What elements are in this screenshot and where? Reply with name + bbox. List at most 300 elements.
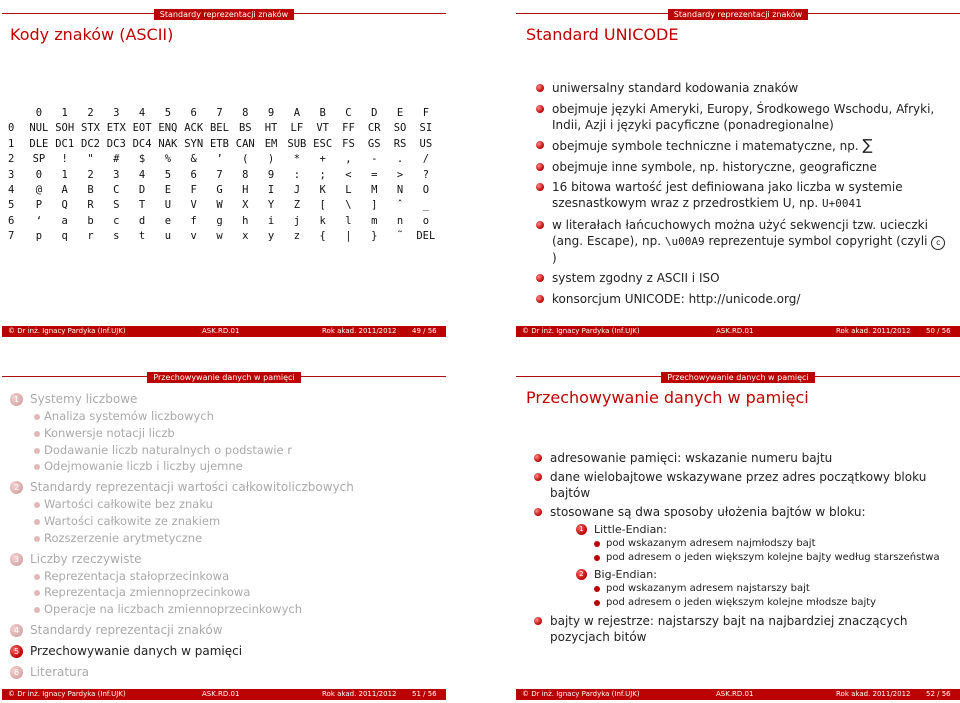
table-cell: e <box>164 214 172 227</box>
bullet-icon <box>536 274 544 282</box>
numbered-list <box>576 522 954 610</box>
bullet-icon <box>34 431 40 437</box>
table-cell: n <box>396 214 404 227</box>
item-text: pod wskazanym adresem najmłodszy bajt <box>606 538 816 549</box>
list-item <box>576 522 954 537</box>
table-row <box>8 168 439 183</box>
table-cell: m <box>371 214 378 227</box>
section-bar <box>2 2 446 19</box>
bullet-icon <box>536 221 544 229</box>
footer-author: © Dr inż. Ignacy Pardyka (Inf.UJK) <box>8 690 126 698</box>
table-cell: b <box>87 214 94 227</box>
item-text: uniwersalny standard kodowania znaków <box>552 81 799 95</box>
table-cell: D <box>138 183 146 196</box>
table-cell: GS <box>367 137 381 150</box>
table-cell: 7 <box>216 168 223 181</box>
table-cell: + <box>319 153 326 166</box>
table-cell: i <box>267 214 275 227</box>
table-cell: q <box>61 230 68 243</box>
table-cell: $ <box>138 153 146 166</box>
table-cell: 1 <box>61 168 68 181</box>
bullet-icon <box>594 586 600 592</box>
table-cell: # <box>113 153 120 166</box>
table-cell: 9 <box>267 168 275 181</box>
outline-section[interactable] <box>8 479 438 496</box>
table-cell: r <box>87 230 94 243</box>
list-item <box>528 159 948 175</box>
code-example: \u00A9 <box>664 234 705 248</box>
table-cell: EM <box>264 137 278 150</box>
item-text: obejmuje symbole techniczne i matematyczne, np. <box>552 139 859 153</box>
table-cell: s <box>113 230 120 243</box>
list-item <box>528 80 948 96</box>
subsection-label: Reprezentacja stałoprzecinkowa <box>44 568 230 583</box>
table-cell: RS <box>393 137 407 150</box>
table-cell: C <box>345 107 352 119</box>
section-label: Standardy reprezentacji znaków <box>668 9 808 20</box>
table-cell: ) <box>267 153 275 166</box>
table-cell: DC2 <box>81 137 100 150</box>
table-cell: > <box>396 168 404 181</box>
table-cell: J <box>293 183 301 196</box>
table-cell: } <box>371 230 378 243</box>
table-cell: { <box>319 230 326 243</box>
table-cell: h <box>242 214 249 227</box>
list-item <box>526 504 954 610</box>
number-badge: 2 <box>576 569 587 580</box>
table-cell: B <box>87 183 94 196</box>
outline-section[interactable] <box>8 664 438 681</box>
copyright-icon: c <box>931 236 945 250</box>
table-cell: ] <box>371 199 378 212</box>
table-row <box>8 152 439 167</box>
list-item <box>528 101 948 133</box>
item-text: w literałach łańcuchowych można użyć sekwencji tzw. ucieczki (ang. Escape), np. <box>552 217 928 248</box>
bullet-icon <box>34 519 40 525</box>
table-cell: C <box>113 183 120 196</box>
outline-subsection[interactable] <box>8 425 438 442</box>
outline-subsection[interactable] <box>8 408 438 425</box>
table-cell: = <box>371 168 378 181</box>
outline-subsection[interactable] <box>8 458 438 475</box>
table-cell: FF <box>342 122 355 135</box>
subsection-label: Reprezentacja zmiennoprzecinkowa <box>44 585 251 600</box>
outline-subsection[interactable] <box>8 530 438 547</box>
table-cell: SUB <box>287 137 307 150</box>
outline-subsection[interactable] <box>8 496 438 513</box>
table-cell: _ <box>422 199 430 212</box>
table-cell: 0 <box>35 107 43 119</box>
table-cell: G <box>216 183 223 196</box>
list-item <box>528 137 948 154</box>
outline-section[interactable] <box>8 643 438 660</box>
footer-year: Rok akad. 2011/2012 <box>322 327 397 335</box>
table-cell: 0 <box>35 168 43 181</box>
bullet-icon <box>534 617 542 625</box>
bullet-icon <box>34 607 40 613</box>
table-cell: 9 <box>267 107 275 119</box>
table-cell: L <box>345 183 352 196</box>
table-cell: A <box>293 107 301 119</box>
list-item <box>528 179 948 212</box>
table-cell: . <box>396 153 404 166</box>
table-cell: c <box>113 214 120 227</box>
bullet-icon <box>34 448 40 454</box>
bullet-list <box>528 80 948 311</box>
subsection-label: Rozszerzenie arytmetyczne <box>44 530 203 545</box>
section-label: Przechowywanie danych w pamięci <box>147 372 300 383</box>
item-text: system zgodny z ASCII i ISO <box>552 271 720 285</box>
bullet-icon <box>34 464 40 470</box>
footer-page: 49 / 56 <box>412 327 437 335</box>
table-cell: ENQ <box>158 122 178 135</box>
sub-item <box>576 596 954 610</box>
table-cell: d <box>138 214 146 227</box>
table-cell: 2 <box>87 107 94 119</box>
table-cell: \ <box>345 199 352 212</box>
footer-page: 52 / 56 <box>926 690 951 698</box>
footer-year: Rok akad. 2011/2012 <box>322 690 397 698</box>
outline-section[interactable] <box>8 391 438 408</box>
table-cell: ( <box>242 153 249 166</box>
section-number-badge: 3 <box>10 553 23 566</box>
subsection-label: Wartości całkowite bez znaku <box>44 497 213 512</box>
table-row <box>8 214 439 229</box>
item-text: obejmuje języki Ameryki, Europy, Środkowego Wschodu, Afryki, Indii, Azji i języki pacyficzne (ponadregionalne) <box>552 101 935 132</box>
table-cell: u <box>164 230 172 243</box>
item-text: obejmuje inne symbole, np. historyczne, geograficzne <box>552 159 877 174</box>
table-cell: z <box>293 230 301 243</box>
table-cell: CR <box>367 122 381 135</box>
table-row <box>8 229 439 244</box>
table-cell: o <box>422 214 430 227</box>
table-cell: DLE <box>29 137 49 150</box>
table-cell: B <box>319 107 326 119</box>
table-cell: DC4 <box>132 137 152 150</box>
item-text: stosowane są dwa sposoby ułożenia bajtów w bloku: <box>550 505 866 519</box>
list-item <box>526 450 954 466</box>
table-cell: g <box>216 214 223 227</box>
row-header: 6 <box>8 214 15 227</box>
bullet-icon <box>34 502 40 508</box>
table-cell: I <box>267 183 275 196</box>
item-text: pod adresem o jeden większym kolejne bajty według starszeństwa <box>606 552 940 563</box>
section-label: Przechowywanie danych w pamięci <box>661 372 814 383</box>
row-header: 1 <box>8 137 15 150</box>
table-cell: * <box>293 153 301 166</box>
number-badge: 1 <box>576 524 587 535</box>
bullet-icon <box>594 600 600 606</box>
table-cell: BS <box>238 122 252 135</box>
table-row <box>8 198 439 213</box>
table-cell: F <box>422 107 430 119</box>
table-cell: STX <box>81 122 100 135</box>
outline-subsection[interactable] <box>8 442 438 459</box>
table-cell: T <box>138 199 146 212</box>
table-cell: SI <box>419 122 433 135</box>
list-item <box>528 270 948 286</box>
footer-author: © Dr inż. Ignacy Pardyka (Inf.UJK) <box>522 327 640 335</box>
table-cell: a <box>61 214 68 227</box>
row-header: 7 <box>8 230 15 243</box>
item-text: pod wskazanym adresem najstarszy bajt <box>606 583 810 594</box>
subsection-label: Dodawanie liczb naturalnych o podstawie r <box>44 442 293 457</box>
table-cell: FS <box>342 137 355 150</box>
table-cell: : <box>293 168 301 181</box>
outline-subsection[interactable] <box>8 601 438 618</box>
table-cell: BEL <box>209 122 229 135</box>
list-item <box>526 469 954 501</box>
table-cell: X <box>242 199 249 212</box>
list-item <box>528 291 948 307</box>
bullet-icon <box>536 105 544 113</box>
table-cell: l <box>345 214 352 227</box>
sub-item <box>576 582 954 596</box>
section-number-badge: 2 <box>10 481 23 494</box>
table-cell: K <box>319 183 326 196</box>
bullet-icon <box>536 183 544 191</box>
footer-course: ASK.RD.01 <box>202 690 240 698</box>
table-cell: R <box>87 199 94 212</box>
table-cell: ’ <box>216 153 223 166</box>
table-cell: , <box>345 153 352 166</box>
table-cell: f <box>190 214 197 227</box>
row-header: 4 <box>8 183 15 196</box>
footer-year: Rok akad. 2011/2012 <box>836 327 911 335</box>
table-cell: DEL <box>416 230 436 243</box>
table-row <box>8 183 439 198</box>
section-label: Literatura <box>30 664 89 679</box>
section-bar <box>2 365 446 382</box>
table-cell: v <box>190 230 197 243</box>
footer-course: ASK.RD.01 <box>202 327 240 335</box>
table-cell: D <box>371 107 378 119</box>
table-cell: U <box>164 199 172 212</box>
table-cell: 7 <box>216 107 223 119</box>
table-row <box>8 121 439 136</box>
bullet-icon <box>534 454 542 462</box>
table-cell: DC3 <box>106 137 126 150</box>
bullet-icon <box>536 163 544 171</box>
list-item <box>576 567 954 582</box>
row-header: 2 <box>8 153 15 166</box>
section-number-badge: 1 <box>10 393 23 406</box>
table-cell: - <box>371 153 378 166</box>
table-header-row <box>8 106 439 121</box>
outline-subsection[interactable] <box>8 513 438 530</box>
table-cell: ETB <box>209 137 229 150</box>
bullet-icon <box>34 574 40 580</box>
table-row <box>8 137 439 152</box>
section-label: Standardy reprezentacji znaków <box>30 622 223 637</box>
table-cell: E <box>396 107 404 119</box>
footer-author: © Dr inż. Ignacy Pardyka (Inf.UJK) <box>522 690 640 698</box>
table-cell: 4 <box>138 168 146 181</box>
slide-memory <box>516 365 960 700</box>
table-cell: p <box>35 230 43 243</box>
table-cell: [ <box>319 199 326 212</box>
bullet-icon <box>536 295 544 303</box>
table-cell: ; <box>319 168 326 181</box>
table-cell: 2 <box>87 168 94 181</box>
table-cell: US <box>419 137 433 150</box>
sigma-symbol: ∑ <box>862 136 873 154</box>
table-cell: " <box>87 153 94 166</box>
bullet-icon <box>594 541 600 547</box>
table-cell: H <box>242 183 249 196</box>
section-label: Przechowywanie danych w pamięci <box>30 643 243 658</box>
ascii-table <box>8 106 439 245</box>
list-item <box>526 613 954 645</box>
table-cell: Y <box>267 199 275 212</box>
sub-item <box>576 537 954 551</box>
outline-section[interactable] <box>8 622 438 639</box>
footer-page: 51 / 56 <box>412 690 437 698</box>
section-label: Systemy liczbowe <box>30 392 138 406</box>
item-text: adresowanie pamięci: wskazanie numeru bajtu <box>550 451 833 465</box>
slide-outline <box>2 365 446 700</box>
item-text: bajty w rejestrze: najstarszy bajt na najbardziej znaczących pozycjach bitów <box>550 614 908 644</box>
row-header <box>8 106 26 121</box>
table-cell: HT <box>264 122 278 135</box>
table-cell: x <box>242 230 249 243</box>
table-cell: ! <box>61 153 68 166</box>
bullet-icon <box>536 84 544 92</box>
table-cell: NAK <box>158 137 178 150</box>
slide-footer <box>516 326 960 337</box>
table-cell: SOH <box>55 122 75 135</box>
table-cell: 8 <box>242 168 249 181</box>
section-label: Standardy reprezentacji znaków <box>154 9 294 20</box>
table-cell: SO <box>393 122 407 135</box>
table-cell: NUL <box>29 122 49 135</box>
section-label: Standardy reprezentacji wartości całkowitoliczbowych <box>30 480 354 495</box>
table-cell: LF <box>290 122 304 135</box>
table-cell: 8 <box>242 107 249 119</box>
item-text: Little-Endian: <box>594 523 667 536</box>
sub-item <box>576 551 954 565</box>
section-number-badge: 4 <box>10 624 23 637</box>
slide-title: Kody znaków (ASCII) <box>10 25 174 44</box>
table-cell: N <box>396 183 404 196</box>
table-cell: / <box>422 153 430 166</box>
table-cell: Z <box>293 199 301 212</box>
table-cell: F <box>190 183 197 196</box>
table-cell: Q <box>61 199 68 212</box>
table-cell: 5 <box>164 107 172 119</box>
footer-course: ASK.RD.01 <box>716 690 754 698</box>
table-cell: 6 <box>190 107 197 119</box>
table-cell: 3 <box>113 107 120 119</box>
row-header: 5 <box>8 199 15 212</box>
section-bar <box>516 365 960 382</box>
table-cell: P <box>35 199 43 212</box>
table-cell: V <box>190 199 197 212</box>
row-header: 0 <box>8 122 15 135</box>
table-cell: % <box>164 153 172 166</box>
footer-author: © Dr inż. Ignacy Pardyka (Inf.UJK) <box>8 327 126 335</box>
table-cell: 3 <box>113 168 120 181</box>
table-cell: j <box>293 214 301 227</box>
table-cell: & <box>190 153 197 166</box>
footer-page: 50 / 56 <box>926 327 951 335</box>
item-text: ) <box>552 250 557 265</box>
bullet-icon <box>534 508 542 516</box>
table-cell: ? <box>422 168 430 181</box>
table-cell: SP <box>32 153 46 166</box>
subsection-label: Konwersje notacji liczb <box>44 425 175 440</box>
section-number-badge: 5 <box>10 645 23 658</box>
section-bar <box>516 2 960 19</box>
table-cell: w <box>216 230 223 243</box>
table-cell: E <box>164 183 172 196</box>
table-cell: k <box>319 214 326 227</box>
item-text: dane wielobajtowe wskazywane przez adres początkowy bloku bajtów <box>550 470 927 500</box>
table-cell: M <box>371 183 378 196</box>
slide-title: Przechowywanie danych w pamięci <box>526 388 809 407</box>
table-cell: 4 <box>138 107 146 119</box>
table-cell: CAN <box>235 137 255 150</box>
table-cell: DC1 <box>55 137 75 150</box>
table-cell: y <box>267 230 275 243</box>
table-cell: < <box>345 168 352 181</box>
table-cell: ‘ <box>35 214 43 227</box>
bullet-icon <box>534 473 542 481</box>
subsection-label: Wartości całkowite ze znakiem <box>44 513 221 528</box>
outline-subsection[interactable] <box>8 568 438 585</box>
row-header: 3 <box>8 168 15 181</box>
subsection-label: Operacje na liczbach zmiennoprzecinkowych <box>44 602 302 617</box>
slide-title: Standard UNICODE <box>526 25 679 44</box>
slide-footer <box>2 326 446 337</box>
table-cell: A <box>61 183 68 196</box>
bullet-icon <box>34 590 40 596</box>
table-cell: @ <box>35 183 43 196</box>
table-cell: O <box>422 183 430 196</box>
table-cell: ACK <box>184 122 204 135</box>
table-cell: VT <box>316 122 329 135</box>
section-number-badge: 6 <box>10 666 23 679</box>
bullet-icon <box>34 536 40 542</box>
outline-subsection[interactable] <box>8 584 438 601</box>
table-cell: ˜ <box>396 230 404 243</box>
bullet-list <box>526 450 954 648</box>
section-label: Liczby rzeczywiste <box>30 551 142 566</box>
item-text: reprezentuje symbol copyright (czyli <box>708 233 928 248</box>
table-cell: 1 <box>61 107 68 119</box>
subsection-label: Odejmowanie liczb i liczby ujemne <box>44 459 243 474</box>
table-cell: | <box>345 230 352 243</box>
footer-course: ASK.RD.01 <box>716 327 754 335</box>
table-cell: t <box>138 230 146 243</box>
item-text: konsorcjum UNICODE: http://unicode.org/ <box>552 291 801 306</box>
slide-ascii <box>2 2 446 337</box>
table-cell: SYN <box>184 137 204 150</box>
table-cell: ETX <box>106 122 126 135</box>
table-cell: 6 <box>190 168 197 181</box>
table-cell: S <box>113 199 120 212</box>
footer-year: Rok akad. 2011/2012 <box>836 690 911 698</box>
slide-footer <box>516 689 960 700</box>
subsection-label: Analiza systemów liczbowych <box>44 409 214 423</box>
outline-section[interactable] <box>8 551 438 568</box>
table-cell: EOT <box>132 122 152 135</box>
bullet-icon <box>594 555 600 561</box>
slide-unicode <box>516 2 960 337</box>
code-example: U+0041 <box>821 197 862 210</box>
slide-footer <box>2 689 446 700</box>
item-text: Big-Endian: <box>594 568 657 581</box>
